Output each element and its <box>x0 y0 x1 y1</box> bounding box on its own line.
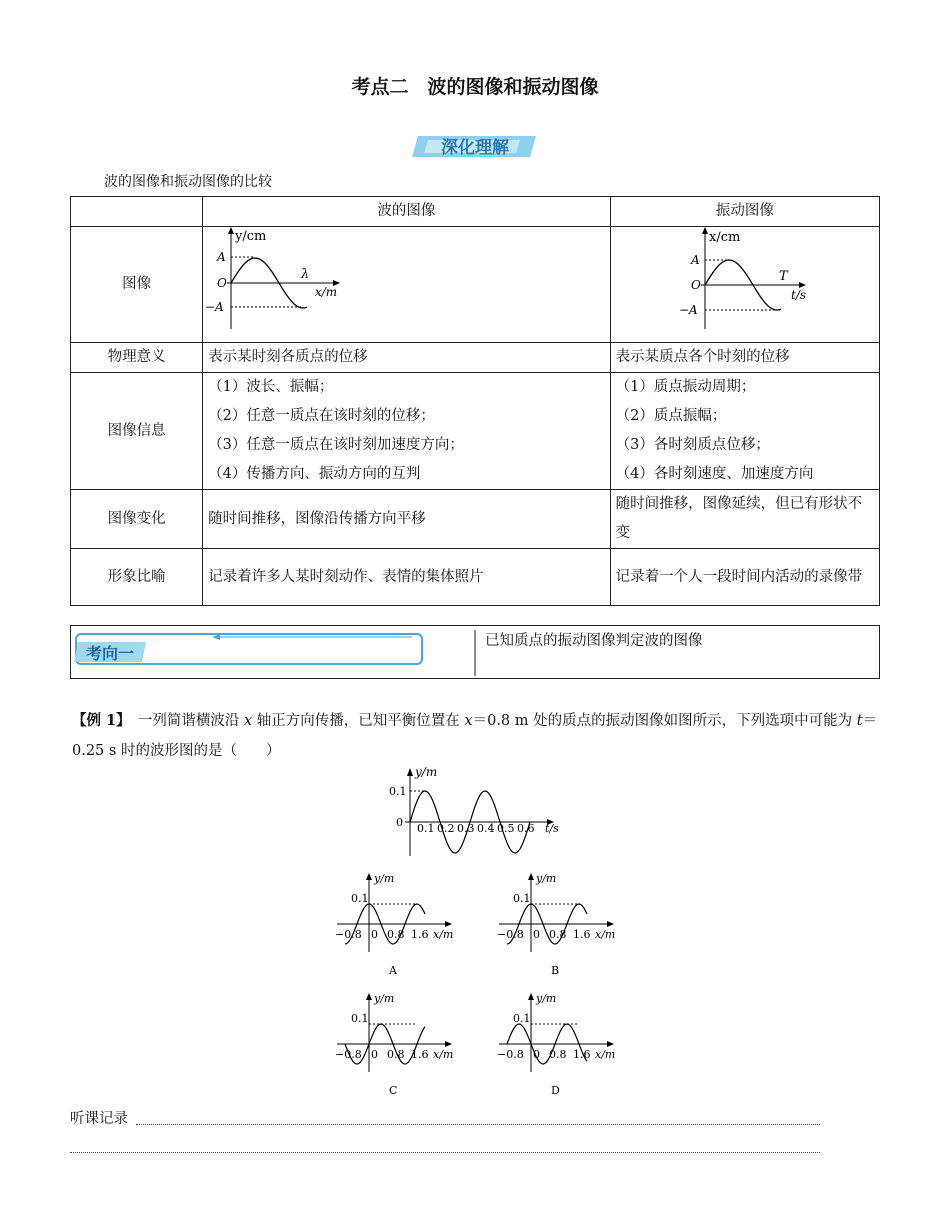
main-tick: 0.2 <box>437 822 455 835</box>
vib-y-label: x/cm <box>708 230 741 245</box>
option-tick: 0.8 <box>549 1048 567 1061</box>
vib-o-label: O <box>690 278 701 292</box>
wave-y-label: y/cm <box>235 229 267 244</box>
option-x-label: x/m <box>595 1048 616 1061</box>
main-y-label: y/m <box>415 765 438 779</box>
option-y-label: y/m <box>536 872 557 885</box>
option-letter: A <box>389 964 397 977</box>
comparison-table <box>70 196 880 606</box>
option-tick: 1.6 <box>411 1048 429 1061</box>
list-item: （3）任意一质点在该时刻加速度方向； <box>208 437 464 453</box>
table-row <box>71 490 880 549</box>
option-y-label: y/m <box>374 992 395 1005</box>
list-item: （4）各时刻速度、加速度方向 <box>615 466 814 482</box>
header-cell-empty <box>71 197 203 227</box>
option-x-label: x/m <box>433 1048 454 1061</box>
row-label: 图像变化 <box>71 490 203 549</box>
option-tick: 0 <box>371 1048 378 1061</box>
cell-wave: 表示某时刻各质点的位移 <box>203 343 611 373</box>
list-item: （1）质点振动周期； <box>615 379 756 395</box>
option-tick: 0 <box>371 928 378 941</box>
vib-a-label: A <box>690 253 700 267</box>
main-tick: 0.3 <box>457 822 475 835</box>
wave-x-label: x/m <box>315 285 338 299</box>
example-label: 【例 1】 <box>72 712 124 729</box>
option-x-label: x/m <box>595 928 616 941</box>
cell-vib: 随时间推移，图像延续，但已有形状不变 <box>610 490 879 549</box>
wave-neg-a-label: −A <box>205 300 224 314</box>
option-tick: −0.8 <box>497 1048 524 1061</box>
header-wave: 波的图像 <box>203 197 611 227</box>
main-tick: 0.5 <box>497 822 515 835</box>
vibration-graph-cell <box>610 227 879 343</box>
list-item: （3）各时刻质点位移； <box>615 437 770 453</box>
vib-neg-a-label: −A <box>678 303 698 317</box>
wave-graph <box>203 227 403 331</box>
record-line[interactable] <box>70 1152 820 1153</box>
option-y-label: y/m <box>374 872 395 885</box>
wave-graph-cell <box>203 227 611 343</box>
option-y-label: y/m <box>536 992 557 1005</box>
option-graph-a[interactable] <box>335 868 465 980</box>
vib-x-label: t/s <box>790 288 806 302</box>
cell-wave: 记录着许多人某时刻动作、表情的集体照片 <box>203 549 611 606</box>
cell-vib: 记录着一个人一段时间内活动的录像带 <box>610 549 879 606</box>
option-graph-d[interactable] <box>497 988 627 1100</box>
table-row <box>71 549 880 606</box>
option-graph-b[interactable] <box>497 868 627 980</box>
header-vibration: 振动图像 <box>610 197 879 227</box>
option-y-tick: 0.1 <box>351 892 369 905</box>
kaoxiang-tag <box>72 630 478 676</box>
option-tick: −0.8 <box>335 1048 362 1061</box>
option-tick: 1.6 <box>573 928 591 941</box>
table-row-graph <box>71 227 880 343</box>
list-item: （2）任意一质点在该时刻的位移； <box>208 408 435 424</box>
option-tick: 1.6 <box>573 1048 591 1061</box>
vib-t-label: T <box>778 269 788 284</box>
wave-a-label: A <box>217 250 226 264</box>
record-label: 听课记录 <box>70 1111 128 1127</box>
vibration-graph <box>675 227 815 331</box>
row-label: 物理意义 <box>71 343 203 373</box>
cell-wave-list <box>203 373 611 490</box>
kaoxiang-text: 已知质点的振动图像判定波的图像 <box>485 633 703 649</box>
option-tick: 0.8 <box>387 928 405 941</box>
option-tick: 1.6 <box>411 928 429 941</box>
list-item: （2）质点振幅； <box>615 408 727 424</box>
option-letter: C <box>389 1084 398 1097</box>
table-header-row <box>71 197 880 227</box>
option-tick: −0.8 <box>335 928 362 941</box>
option-tick: 0 <box>533 1048 540 1061</box>
main-tick: 0.6 <box>517 822 535 835</box>
row-label: 图像 <box>71 227 203 343</box>
section-banner <box>412 133 538 159</box>
row-label: 形象比喻 <box>71 549 203 606</box>
table-row <box>71 373 880 490</box>
main-vibration-graph <box>375 760 575 860</box>
table-row <box>71 343 880 373</box>
option-y-tick: 0.1 <box>351 1012 369 1025</box>
record-line[interactable] <box>136 1124 820 1125</box>
main-tick: 0.4 <box>477 822 495 835</box>
list-item: （1）波长、振幅； <box>208 379 334 395</box>
option-tick: 0.8 <box>387 1048 405 1061</box>
cell-vib-list <box>610 373 879 490</box>
option-tick: 0.8 <box>549 928 567 941</box>
main-y-tick: 0.1 <box>389 785 407 798</box>
list-item: （4）传播方向、振动方向的互判 <box>208 466 421 482</box>
wave-lambda-label: λ <box>301 267 310 282</box>
option-letter: D <box>551 1084 560 1097</box>
option-tick: 0 <box>533 928 540 941</box>
banner-text: 深化理解 <box>441 138 509 158</box>
main-tick: 0.1 <box>417 822 435 835</box>
option-y-tick: 0.1 <box>513 1012 531 1025</box>
main-origin: 0 <box>396 816 403 829</box>
option-x-label: x/m <box>433 928 454 941</box>
wave-o-label: O <box>217 276 227 290</box>
cell-vib: 表示某质点各个时刻的位移 <box>610 343 879 373</box>
option-tick: −0.8 <box>497 928 524 941</box>
option-letter: B <box>551 964 560 977</box>
cell-wave: 随时间推移，图像沿传播方向平移 <box>203 490 611 549</box>
option-y-tick: 0.1 <box>513 892 531 905</box>
page-title: 考点二 波的图像和振动图像 <box>351 76 599 98</box>
kaoxiang-tag-text: 考向一 <box>85 644 135 663</box>
row-label: 图像信息 <box>71 373 203 490</box>
main-x-label: t/s <box>545 822 559 835</box>
option-graph-c[interactable] <box>335 988 465 1100</box>
example-question: 【例 1】 一列简谐横波沿 x 轴正方向传播，已知平衡位置在 x＝0.8 m 处的质点的振动图像如图所示，下列选项中可能为 t＝0.25 s 时的波形图的是（ ） <box>72 712 878 759</box>
table-subheading: 波的图像和振动图像的比较 <box>104 174 272 190</box>
